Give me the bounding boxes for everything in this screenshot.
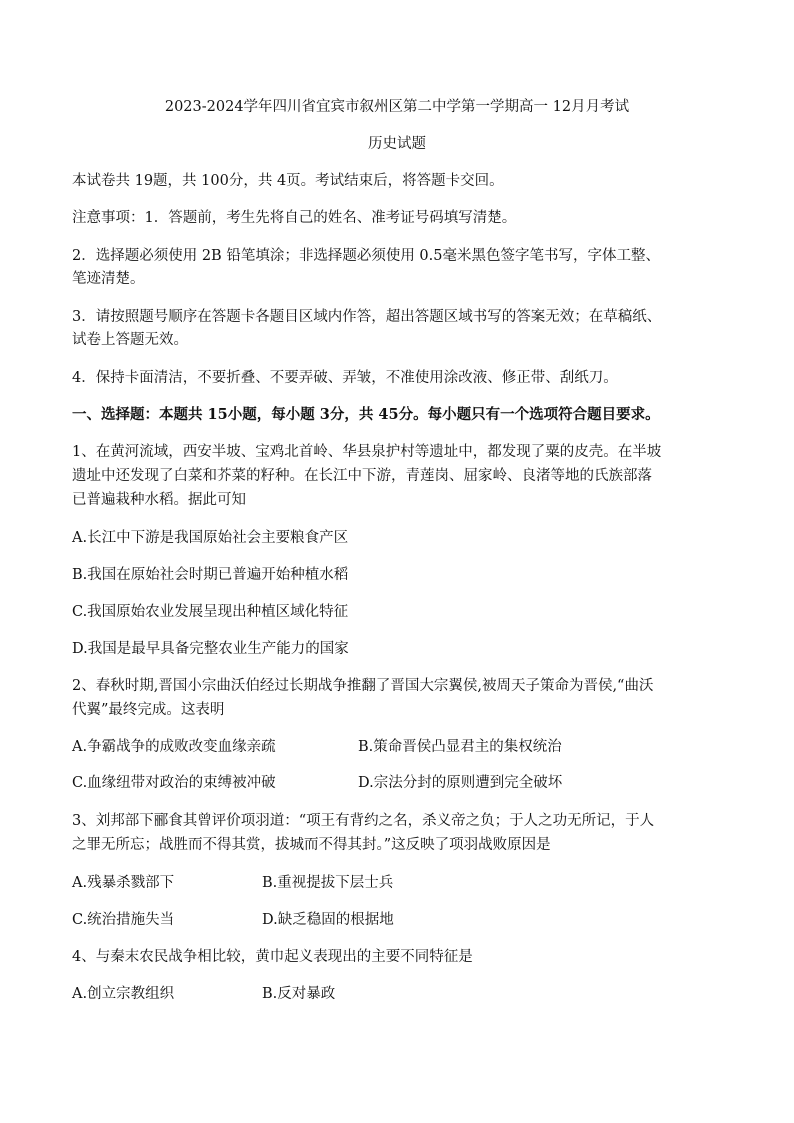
q3-stem-line-1: 3、刘邦部下郦食其曾评价项羽道：“项王有背约之名，杀义帝之负；于人之功无所记，于人 [72,813,655,829]
q3-stem-line-2: 之罪无所忘；战胜而不得其赏，拔城而不得其封。”这反映了项羽战败原因是 [72,837,551,853]
exam-title: 2023-2024学年四川省宜宾市叙州区第二中学第一学期高一 12月月考试 [164,99,630,115]
section-heading: 一、选择题：本题共 15小题，每小题 3分，共 45分。每小题只有一个选项符合题目要求。 [72,406,660,423]
q1-stem-line-3: 已普遍栽种水稻。据此可知 [72,492,246,508]
q1-option-a: A.长江中下游是我国原始社会主要粮食产区 [72,530,349,546]
q2-option-b: B.策命晋侯凸显君主的集权统治 [358,739,562,755]
note-4: 4．保持卡面清洁，不要折叠、不要弄破、弄皱，不准使用涂改液、修正带、刮纸刀。 [72,370,618,386]
q1-option-b: B.我国在原始社会时期已普遍开始种植水稻 [72,567,349,583]
note-1: 注意事项：1．答题前，考生先将自己的姓名、准考证号码填写清楚。 [72,210,517,226]
q3-option-b: B.重视提拔下层士兵 [262,875,394,891]
q1-option-d: D.我国是最早具备完整农业生产能力的国家 [72,641,349,657]
note-3-line-1: 3．请按照题号顺序在答题卡各题目区域内作答，超出答题区域书写的答案无效；在草稿纸、 [72,309,662,325]
note-2-line-1: 2．选择题必须使用 2B 铅笔填涂；非选择题必须使用 0.5毫米黑色签字笔书写，字体工整、 [72,248,660,264]
q1-stem-line-1: 1、在黄河流域，西安半坡、宝鸡北首岭、华县泉护村等遗址中，都发现了粟的皮壳。在半坡 [72,444,662,460]
note-2-line-2: 笔迹清楚。 [72,271,145,287]
exam-subtitle: 历史试题 [368,136,426,152]
q4-option-a: A.创立宗教组织 [72,986,175,1002]
q3-option-c: C.统治措施失当 [72,912,175,928]
q2-option-a: A.争霸战争的成败改变血缘亲疏 [72,739,276,755]
note-3-line-2: 试卷上答题无效。 [72,332,188,348]
q2-stem-line-2: 代翼”最终完成。这表明 [72,702,225,718]
q2-option-d: D.宗法分封的原则遭到完全破坏 [358,775,563,791]
q4-stem: 4、与秦末农民战争相比较，黄巾起义表现出的主要不同特征是 [72,949,473,965]
q2-stem-line-1: 2、春秋时期,晋国小宗曲沃伯经过长期战争推翻了晋国大宗翼侯,被周天子策命为晋侯,“曲沃 [72,678,654,694]
q4-option-b: B.反对暴政 [262,986,336,1002]
q1-stem-line-2: 遗址中还发现了白菜和芥菜的籽种。在长江中下游，青莲岗、屈家岭、良渚等地的氏族部落 [72,468,652,484]
q1-option-c: C.我国原始农业发展呈现出种植区域化特征 [72,604,349,620]
q3-option-d: D.缺乏稳固的根据地 [262,912,394,928]
intro-text: 本试卷共 19题，共 100分，共 4页。考试结束后，将答题卡交回。 [72,173,504,189]
q3-option-a: A.残暴杀戮部下 [72,875,175,891]
q2-option-c: C.血缘纽带对政治的束缚被冲破 [72,775,276,791]
